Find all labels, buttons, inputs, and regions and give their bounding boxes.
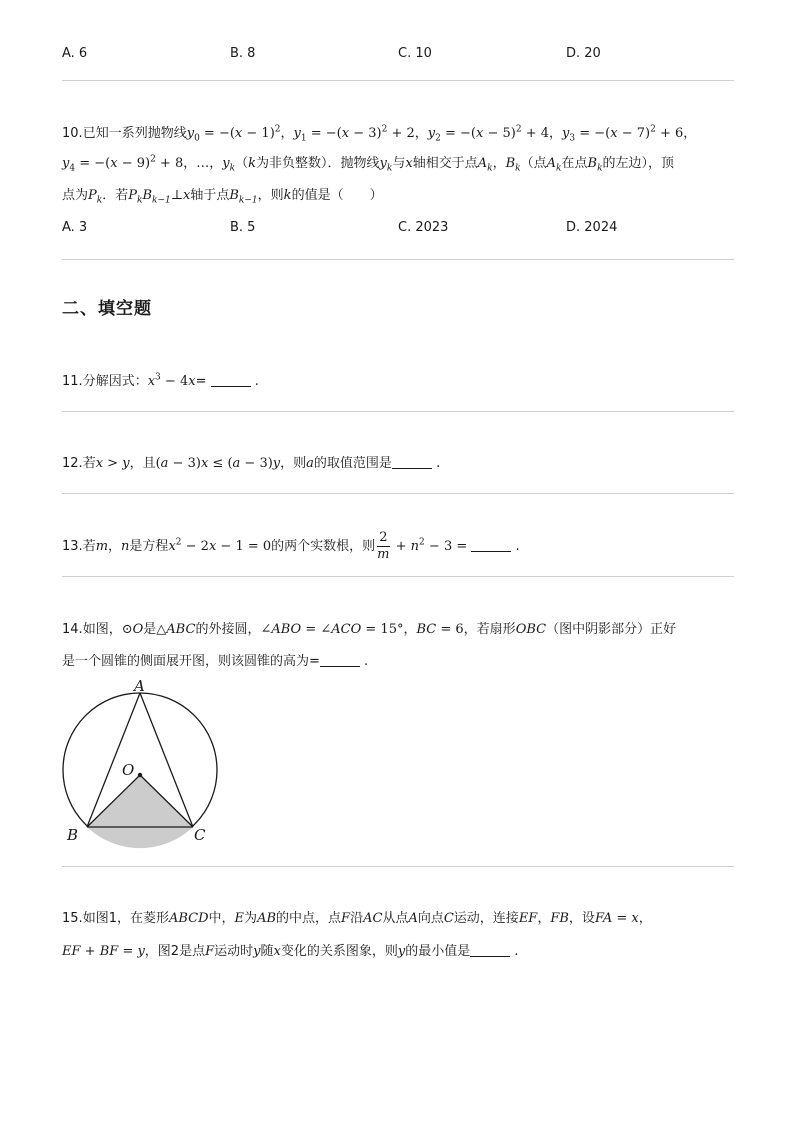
q13-text: 若 [82, 539, 96, 554]
q14-line-2 [62, 652, 737, 672]
q15-text: 的最小值是 [405, 944, 471, 959]
label-b: B [67, 826, 79, 844]
answer-blank[interactable] [392, 456, 432, 469]
q10-text: 的左边），顶 [602, 156, 675, 171]
q15-text: 从点 [382, 911, 409, 926]
q15-line-2: EF + BF = y，图2是点F运动时y随x变化的关系图象，则y的最小值是 . [62, 944, 519, 959]
center-point [138, 773, 142, 777]
divider [62, 493, 734, 494]
q15-text: 如图1，在菱形 [82, 911, 169, 926]
question-number: 12. [62, 456, 83, 471]
q15-text: 为 [244, 911, 258, 926]
q9-options [62, 46, 734, 66]
q15-text: 沿 [350, 911, 364, 926]
q12-text: ，且 [129, 456, 156, 471]
q15-text: 运动时 [214, 944, 254, 959]
q12: 12.若x > y，且(a − 3)x ≤ (a − 3)y，则a的取值范围是 . [62, 456, 441, 471]
label-a: A [134, 677, 145, 695]
q10-option-c[interactable]: C. 2023 [398, 220, 449, 235]
q15-text: ，设 [568, 911, 595, 926]
q9-option-a[interactable]: A. 6 [62, 46, 88, 61]
q9-option-b[interactable]: B. 8 [230, 46, 256, 61]
q14-text: （图中阴影部分）正好 [546, 622, 677, 637]
q15-line-1: 15.如图1，在菱形ABCD中，E为AB的中点，点F沿AC从点A向点C运动，连接EF，FB，设FA = x， [62, 911, 652, 926]
q10-options [62, 220, 734, 240]
q11-end: . [250, 374, 259, 389]
divider [62, 866, 734, 867]
q10-text: 已知一系列抛物线 [82, 126, 187, 141]
divider [62, 411, 734, 412]
q9-option-d[interactable]: D. 20 [566, 46, 601, 61]
answer-blank[interactable] [320, 654, 360, 667]
q10-option-d[interactable]: D. 2024 [566, 220, 618, 235]
q11-text: 分解因式： [82, 374, 148, 389]
q10-text: 为非负整数）．抛物线 [255, 156, 380, 171]
q14-line-1: 14.如图，⊙O是△ABC的外接圆，∠ABO = ∠ACO = 15°，BC = 6，若扇形OBC（图中阴影部分）正好 [62, 622, 677, 637]
q10-line-2: $y_4 = -(x - 9)^2 + 8$，…，$y_k(k$为非负整数）．抛物线$y_k$与x轴相交于点$A_k$，$B_k$（点$A_k$在点$B_k$的左边），顶 [62, 154, 675, 174]
q10-text: 轴相交于点 [412, 156, 478, 171]
q10-option-a[interactable]: A. 3 [62, 220, 88, 235]
q10-text: 与 [392, 156, 406, 171]
q10-line-1: 10.已知一系列抛物线$y_0 = -(x - 1)^2$，$y_1 = -(x - 3)^2 + 2$，$y_2 = -(x - 5)^2 + 4$，$y_3 = -(x - 7)^2 + 6$， [62, 124, 697, 144]
q14-text: 是一个圆锥的侧面展开图，则该圆锥的高为= [62, 654, 320, 669]
q13-end: . [511, 539, 520, 554]
q12-text: 的取值范围是 [313, 456, 392, 471]
q13-text: 的两个实数根，则 [271, 539, 376, 554]
q13-text: 是方程 [129, 539, 169, 554]
answer-blank[interactable] [471, 539, 511, 552]
q14-text: 的外接圆， [195, 622, 261, 637]
q10-option-b[interactable]: B. 5 [230, 220, 256, 235]
q11: 11.分解因式：$x^3 - 4x=$ . [62, 372, 259, 389]
label-c: C [194, 826, 206, 844]
q10-text: （ [235, 156, 249, 171]
q10-text: ．若 [102, 188, 129, 203]
answer-blank[interactable] [470, 944, 510, 957]
q10-text: 轴于点 [190, 188, 230, 203]
question-number: 13. [62, 539, 83, 554]
q15-end: . [510, 944, 519, 959]
q14-text: ， [403, 622, 417, 637]
section-title: 二、填空题 [62, 299, 152, 319]
divider [62, 259, 734, 260]
q15-text: 的中点，点 [276, 911, 342, 926]
q10-text: 点为 [62, 188, 89, 203]
q13-text: ， [108, 539, 122, 554]
q10-text: （点 [520, 156, 547, 171]
q15-text: 随 [260, 944, 274, 959]
q10-text: 的值是（ ） [291, 188, 383, 203]
question-number: 10. [62, 126, 83, 141]
q10-text: ，则 [257, 188, 284, 203]
answer-blank[interactable] [211, 374, 251, 387]
q10-text: 在点 [561, 156, 588, 171]
q12-text: ，则 [280, 456, 307, 471]
q14-text: 如图， [82, 622, 122, 637]
divider [62, 576, 734, 577]
q14-text: ，若扇形 [463, 622, 516, 637]
circle-triangle-figure [55, 672, 235, 857]
q14-end: . [359, 654, 369, 669]
question-number: 11. [62, 374, 83, 389]
q15-text: 中， [208, 911, 235, 926]
q10-line-3: 点为$P_k$．若$P_kB_{k-1}\perp x$轴于点$B_{k-1}$，则k的值是（ ） [62, 188, 383, 206]
question-number: 15. [62, 911, 83, 926]
divider [62, 80, 734, 81]
q13: 13.若m，n是方程$x^2 - 2x - 1 = 0$的两个实数根，则 $\frac{2}{m}$ + $n^2 - 3$ = . [62, 530, 520, 562]
q14-text: 是 [143, 622, 157, 637]
question-number: 14. [62, 622, 83, 637]
q12-end: . [431, 456, 441, 471]
q12-text: 若 [82, 456, 96, 471]
label-o: O [122, 761, 135, 779]
fraction: $\frac{2}{m}$ [377, 530, 390, 562]
q15-text: 向点 [417, 911, 444, 926]
q15-text: 变化的关系图象，则 [280, 944, 398, 959]
q15-text: ，图2是点 [144, 944, 206, 959]
q15-text: 运动，连接 [453, 911, 519, 926]
q9-option-c[interactable]: C. 10 [398, 46, 432, 61]
